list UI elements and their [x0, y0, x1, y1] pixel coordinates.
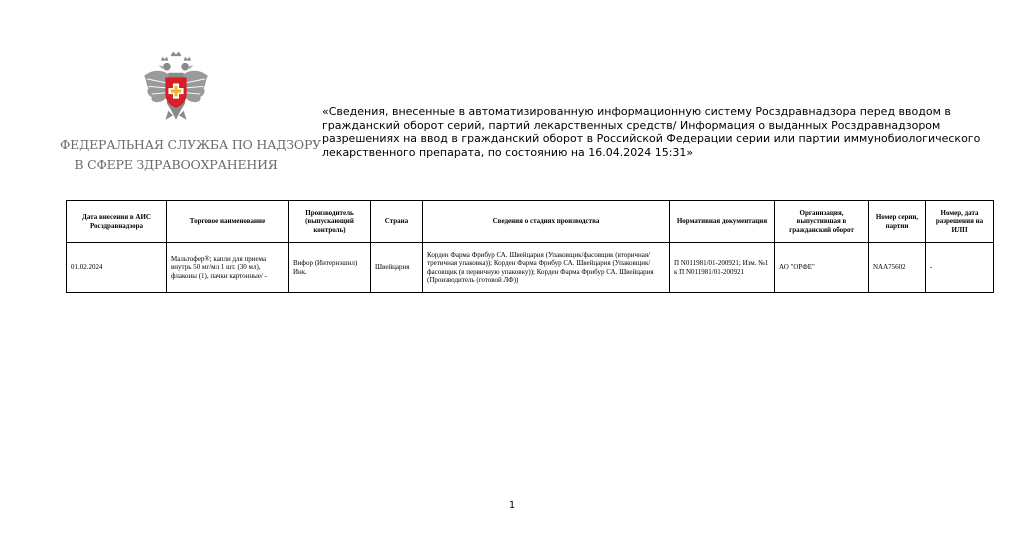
col-header-organization: Организация, выпустившая в гражданский оборот [775, 201, 869, 243]
table-row [67, 243, 994, 293]
col-header-normative-docs: Нормативная документация [670, 201, 775, 243]
page-number: 1 [508, 500, 516, 511]
cell-batch-number: NAA75602 [869, 243, 926, 293]
organization-name-line2: В СФЕРЕ ЗДРАВООХРАНЕНИЯ [74, 157, 278, 172]
col-header-production-stages: Сведения о стадиях производства [423, 201, 670, 243]
col-header-date: Дата внесения в АИС Росздравнадзора [67, 201, 167, 243]
col-header-batch-number: Номер серии, партии [869, 201, 926, 243]
organization-name-line1: ФЕДЕРАЛЬНАЯ СЛУЖБА ПО НАДЗОРУ [60, 137, 321, 152]
cell-manufacturer: Вифор (Интернэшнл) Инк. [289, 243, 371, 293]
double-headed-eagle-emblem-icon [138, 50, 214, 126]
cell-date: 01.02.2024 [67, 243, 167, 293]
roszdravnadzor-logo [60, 50, 321, 180]
col-header-manufacturer: Производитель (выпускающий контроль) [289, 201, 371, 243]
cell-country: Швейцария [371, 243, 423, 293]
cell-trade-name: Мальтофер®; капли для приема внутрь 50 мг/мл 1 шт. (30 мл), флаконы (1), пачки картонные/ - [167, 243, 289, 293]
col-header-permit: Номер, дата разрешения на ИЛП [926, 201, 994, 243]
cell-production-stages: Корден Фарма Фрибур СА. Швейцария (Упаковщик/фасовщик (вторичная/третичная упаковка)); Корден Фарма Фрибур СА. Швейцария (Упаковщик/фасовщик (в первичную упаковку)); Корден Фарма Фрибур СА. Швейцария (Производитель (готовой ЛФ)) [423, 243, 670, 293]
table-header-row [67, 201, 994, 243]
col-header-country: Страна [371, 201, 423, 243]
cell-permit: - [926, 243, 994, 293]
organization-name [60, 135, 321, 175]
report-title: «Сведения, внесенные в автоматизированную информационную систему Росздравнадзора перед вводом в гражданский оборот серий, партий лекарственных средств/ Информация о выданных Росздравнадзором разрешениях на ввод в гражданский оборот в Российской Федерации серии или партии иммунобиологического лекарственного препарата, по состоянию на 16.04.2024 15:31» [322, 105, 981, 159]
col-header-trade-name: Торговое наименование [167, 201, 289, 243]
batches-table [66, 200, 994, 293]
cell-normative-docs: П N011981/01-200921; Изм. №1 к П N011981/01-200921 [670, 243, 775, 293]
cell-organization: АО "ОРФЕ" [775, 243, 869, 293]
